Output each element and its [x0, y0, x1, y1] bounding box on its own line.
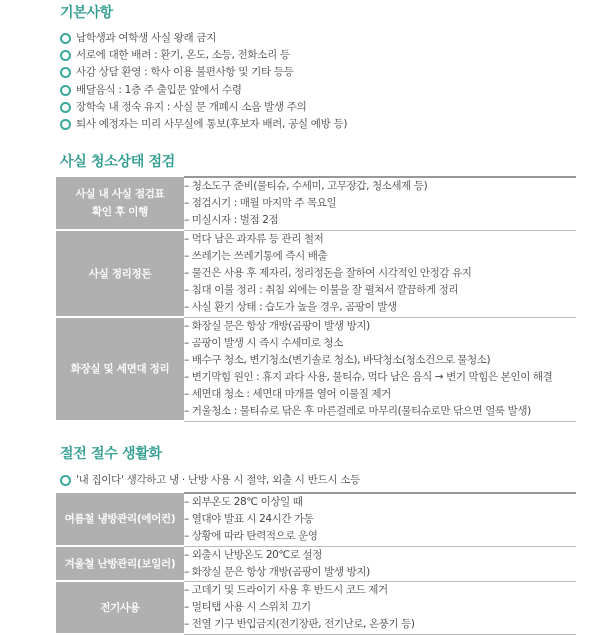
row-item: – 변기막힘 원인 : 휴지 과다 사용, 물티슈, 먹다 남은 음식 → 변기 막힘은 본인이 해결: [184, 369, 576, 386]
row-item: – 쓰레기는 쓰레기통에 즉시 배출: [184, 248, 576, 265]
row-label-electricity: [56, 581, 184, 634]
row-item: – 열대야 발표 시 24시간 가동: [184, 511, 576, 528]
table-row: [56, 317, 576, 421]
row-item: – 전열 기구 반입금지(전기장판, 전기난로, 온풍기 등): [184, 616, 576, 633]
list-item: [60, 472, 360, 489]
ring-bullet-icon: [60, 119, 71, 130]
row-label-line: 여름철 냉방관리(에어컨): [64, 513, 176, 526]
row-item: – 물건은 사용 후 제자리, 정리정돈을 잘하여 시각적인 안정감 유지: [184, 265, 576, 282]
row-item: – 외출시 난방온도 20℃로 설정: [184, 547, 576, 564]
list-item: [60, 64, 347, 81]
table-row: [56, 546, 576, 581]
row-item: – 외부온도 28℃ 이상일 때: [184, 494, 576, 511]
energy-saving-list: [60, 472, 360, 489]
row-item: – 화장실 문은 항상 개방(곰팡이 발생 방지): [184, 564, 576, 581]
row-items: [184, 230, 576, 317]
room-cleaning-table: [56, 176, 576, 422]
basic-rules-list: [60, 30, 347, 133]
ring-bullet-icon: [60, 475, 71, 486]
row-item: – 점검시기 : 매월 마지막 주 목요일: [184, 195, 576, 212]
row-item: – 상황에 따라 탄력적으로 운영: [184, 528, 576, 545]
row-label-winter-heating: [56, 546, 184, 581]
ring-bullet-icon: [60, 102, 71, 113]
row-item: – 거울청소 : 물티슈로 닦은 후 마른걸레로 마무리(물티슈로만 닦으면 얼룩 발생): [184, 403, 576, 420]
row-items: [184, 177, 576, 230]
row-items: [184, 581, 576, 634]
ring-bullet-icon: [60, 33, 71, 44]
row-item: – 침대 이불 정리 : 취침 외에는 이불을 잘 펼쳐서 깔끔하게 정리: [184, 282, 576, 299]
list-item: [60, 30, 347, 47]
row-label-bathroom: [56, 317, 184, 421]
list-item: [60, 82, 347, 99]
row-item: – 멀티탭 사용 시 스위치 끄기: [184, 599, 576, 616]
row-label-line: 전기사용: [100, 601, 140, 614]
row-items: [184, 546, 576, 581]
row-label-checklist: [56, 177, 184, 230]
row-label-summer-cooling: [56, 493, 184, 546]
list-item-text: 사감 상담 환영 : 학사 이용 불편사항 및 기타 등등: [76, 66, 294, 79]
row-label-line: 화장실 및 세면대 정리: [70, 363, 170, 376]
row-item: – 먹다 남은 과자류 등 관리 철저: [184, 231, 576, 248]
row-label-line: 사실 내 사실 점검표: [75, 188, 165, 201]
list-item: [60, 116, 347, 133]
list-item: [60, 47, 347, 64]
section-title-basic-rules: 기본사항: [60, 5, 113, 21]
table-row: [56, 493, 576, 546]
list-item-text: '내 집이다' 생각하고 냉 · 난방 사용 시 절약, 외출 시 반드시 소등: [76, 474, 360, 486]
row-item: – 곰팡이 발생 시 즉시 수세미로 청소: [184, 335, 576, 352]
row-label-tidying: [56, 230, 184, 317]
energy-saving-table: [56, 492, 576, 635]
list-item-text: 퇴사 예정자는 미리 사무실에 통보(후보자 배려, 공실 예방 등): [76, 117, 348, 130]
row-item: – 세면대 청소 : 세면대 마개를 열어 이물질 제거: [184, 386, 576, 403]
row-item: – 미실시자 : 벌점 2점: [184, 212, 576, 229]
section-title-energy-saving: 절전 절수 생활화: [60, 446, 162, 462]
row-items: [184, 317, 576, 421]
list-item: [60, 99, 347, 116]
ring-bullet-icon: [60, 85, 71, 96]
list-item-text: 배달음식 : 1층 주 출입문 앞에서 수령: [76, 83, 242, 96]
list-item-text: 남학생과 여학생 사실 왕래 금지: [76, 32, 217, 44]
table-row: [56, 177, 576, 230]
row-item: – 배수구 청소, 변기청소(변기솔로 청소), 바닥청소(청소건으로 물청소): [184, 352, 576, 369]
list-item-text: 장학숙 내 정숙 유지 : 사실 문 개폐시 소음 발생 주의: [76, 100, 307, 113]
row-items: [184, 493, 576, 546]
row-label-line: 사실 정리정돈: [88, 267, 152, 280]
row-label-line: 겨울철 난방관리(보일러): [64, 557, 176, 570]
table-row: [56, 581, 576, 634]
table-row: [56, 230, 576, 317]
row-label-line: 확인 후 이행: [92, 206, 148, 219]
row-item: – 사실 환기 상태 : 습도가 높을 경우, 곰팡이 발생: [184, 299, 576, 316]
row-item: – 청소도구 준비(물티슈, 수세미, 고무장갑, 청소세제 등): [184, 178, 576, 195]
list-item-text: 서로에 대한 배려 : 환기, 온도, 소등, 전화소리 등: [76, 49, 290, 62]
ring-bullet-icon: [60, 67, 71, 78]
section-title-room-cleaning: 사실 청소상태 점검: [60, 154, 175, 170]
row-item: – 화장실 문은 항상 개방(곰팡이 발생 방지): [184, 318, 576, 335]
ring-bullet-icon: [60, 50, 71, 61]
row-item: – 고데기 및 드라이기 사용 후 반드시 코드 제거: [184, 582, 576, 599]
